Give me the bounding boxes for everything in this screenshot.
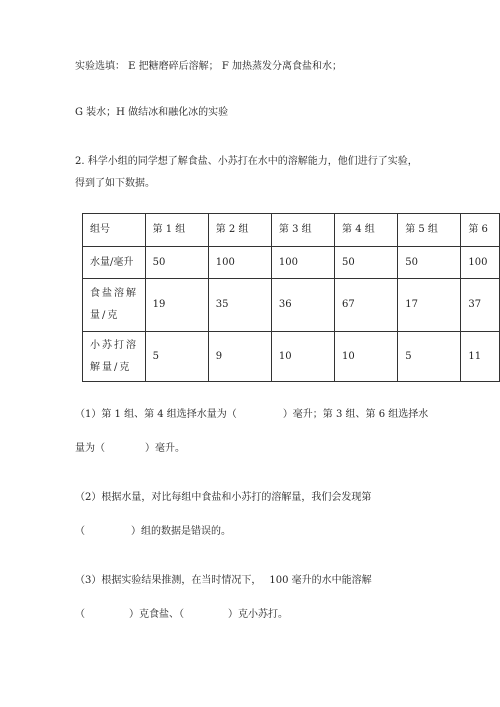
table-cell: 100 — [461, 247, 500, 279]
table-cell: 37 — [461, 279, 500, 332]
table-cell: 50 — [398, 247, 461, 279]
table-row — [83, 279, 500, 332]
table-header-cell: 第 6 — [461, 214, 500, 247]
table-header-row — [83, 214, 500, 247]
row-label-water: 水量/毫升 — [83, 247, 146, 279]
sub-question-3-line-2 — [75, 609, 288, 621]
sub-question-1-line-1 — [75, 409, 428, 421]
sub-question-1-line-2 — [75, 443, 185, 455]
table-cell: 100 — [271, 247, 334, 279]
sub-question-3-line-1 — [75, 575, 372, 587]
table-header-cell: 第 4 组 — [335, 214, 398, 247]
table-cell: 35 — [208, 279, 271, 332]
intro-line-2: G 装水；H 做结冰和融化冰的实验 — [75, 107, 229, 118]
table-cell: 17 — [398, 279, 461, 332]
table-cell: 19 — [145, 279, 208, 332]
table-header-cell: 组号 — [83, 214, 146, 247]
table-header-cell: 第 2 组 — [208, 214, 271, 247]
sub-question-3-text-c: （ — [75, 609, 85, 620]
sub-question-1-text-d: ）毫升。 — [145, 443, 185, 454]
sub-question-2-text-a: （ — [75, 526, 85, 537]
table-cell: 67 — [335, 279, 398, 332]
table-cell: 5 — [398, 332, 461, 382]
table-header-cell: 第 5 组 — [398, 214, 461, 247]
sub-question-3-text-d: ）克食盐、（ — [129, 609, 184, 620]
intro-line-1: 实验选填： E 把糖磨碎后溶解； F 加热蒸发分离食盐和水； — [75, 61, 342, 72]
table-cell: 36 — [271, 279, 334, 332]
table-cell: 100 — [208, 247, 271, 279]
table-header-cell: 第 3 组 — [271, 214, 334, 247]
table-row — [83, 332, 500, 382]
sub-question-3-text-a: （3）根据实验结果推测，在当时情况下， — [75, 575, 262, 586]
question-2-line-1: 2. 科学小组的同学想了解食盐、小苏打在水中的溶解能力，他们进行了实验， — [75, 156, 418, 167]
table-header-cell: 第 1 组 — [145, 214, 208, 247]
table-cell: 5 — [145, 332, 208, 382]
sub-question-2-line-1: （2）根据水量，对比每组中食盐和小苏打的溶解量，我们会发现第 — [75, 492, 372, 503]
table-cell: 10 — [335, 332, 398, 382]
table-cell: 9 — [208, 332, 271, 382]
row-label-salt: 食盐溶解量/克 — [83, 279, 146, 332]
sub-question-1-text-a: （1）第 1 组、第 4 组选择水量为（ — [75, 409, 237, 420]
sub-question-2-text-b: ）组的数据是错误的。 — [131, 526, 231, 537]
sub-question-3-text-e: ）克小苏打。 — [228, 609, 288, 620]
sub-question-2-line-2 — [75, 526, 231, 538]
sub-question-1-text-b: ）毫升；第 3 组、第 6 组选择水 — [282, 409, 429, 420]
table-cell: 10 — [271, 332, 334, 382]
sub-question-1-text-c: 量为（ — [75, 443, 105, 454]
table-row — [83, 247, 500, 279]
table-cell: 50 — [335, 247, 398, 279]
sub-question-3-text-b: 100 毫升的水中能溶解 — [269, 575, 372, 586]
question-2-line-2: 得到了如下数据。 — [75, 178, 155, 189]
table-cell: 11 — [461, 332, 500, 382]
solubility-table — [82, 213, 500, 382]
table-cell: 50 — [145, 247, 208, 279]
row-label-baking-soda: 小苏打溶解量/克 — [83, 332, 146, 382]
